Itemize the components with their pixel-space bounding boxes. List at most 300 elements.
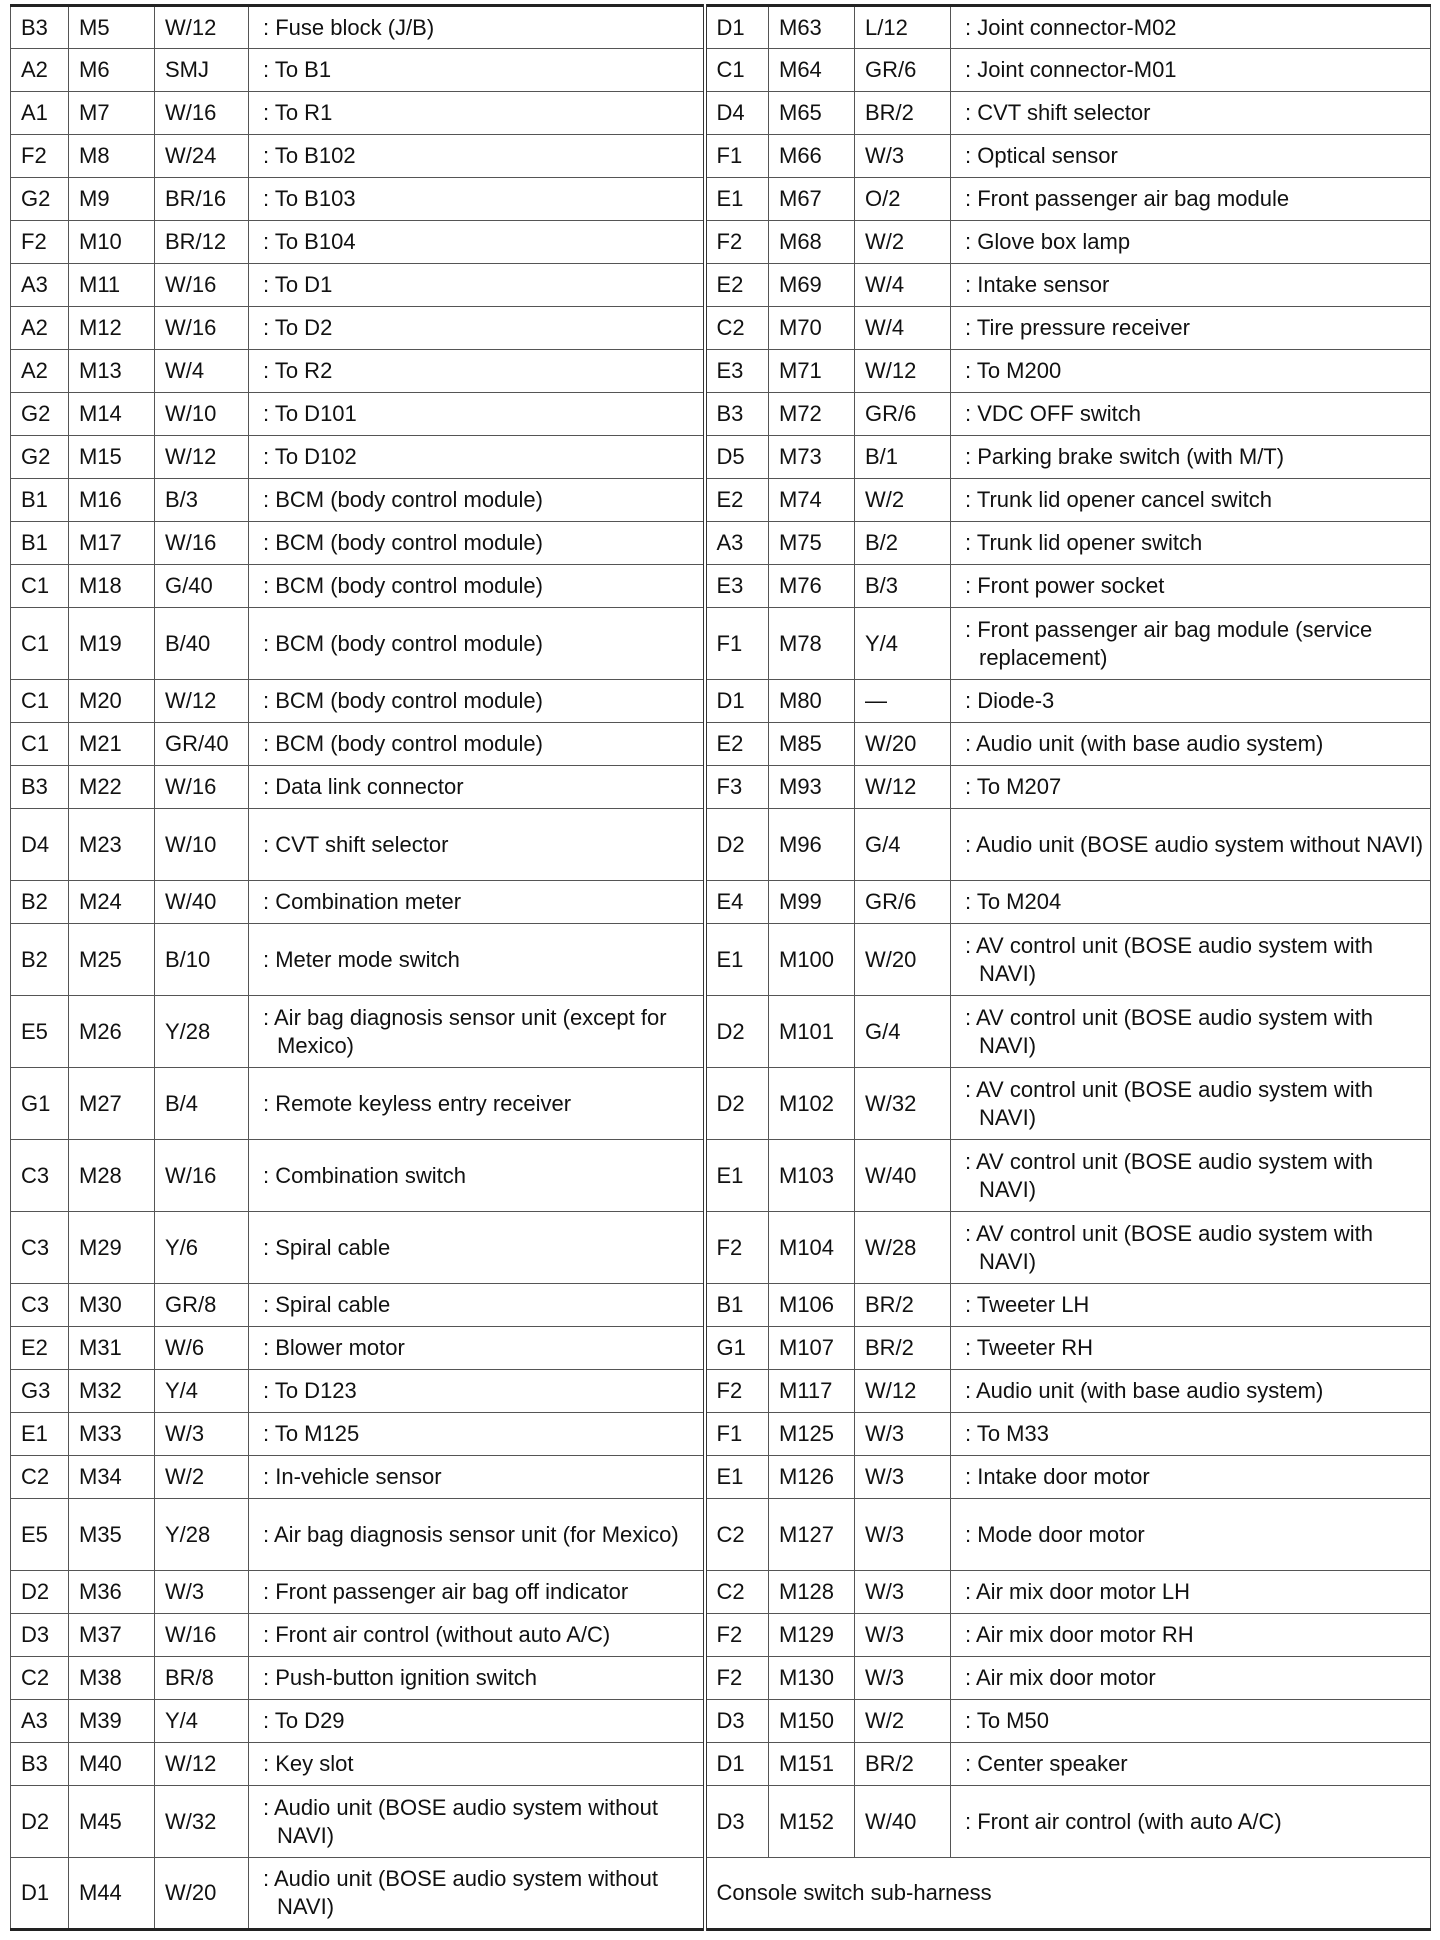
color-pins-cell: W/16 (155, 522, 249, 565)
description-cell (951, 723, 1431, 766)
connector-no-cell: M10 (69, 221, 155, 264)
color-pins-cell: W/10 (155, 809, 249, 881)
color-pins-cell: W/3 (855, 1413, 951, 1456)
connector-no-cell: M78 (769, 608, 855, 680)
grid-cell: E3 (705, 350, 769, 393)
color-pins-cell: W/12 (855, 1370, 951, 1413)
description-text: : Data link connector (263, 774, 464, 799)
connector-no-cell: M30 (69, 1284, 155, 1327)
color-pins-cell: Y/4 (855, 608, 951, 680)
grid-cell: D2 (11, 1786, 69, 1858)
description-cell (249, 1499, 705, 1571)
connector-no-cell: M73 (769, 436, 855, 479)
grid-cell: E5 (11, 996, 69, 1068)
description-text: : Front power socket (965, 573, 1165, 598)
connector-no-cell: M102 (769, 1068, 855, 1140)
connector-no-cell: M40 (69, 1743, 155, 1786)
description-text: : Front passenger air bag off indicator (263, 1579, 629, 1604)
color-pins-cell: B/4 (155, 1068, 249, 1140)
description-cell (951, 393, 1431, 436)
description-cell (249, 264, 705, 307)
description-text: : To M200 (965, 358, 1062, 383)
color-pins-cell: W/2 (855, 479, 951, 522)
description-text: : To M204 (965, 889, 1062, 914)
color-pins-cell: BR/12 (155, 221, 249, 264)
color-pins-cell: W/16 (155, 766, 249, 809)
color-pins-cell: W/24 (155, 135, 249, 178)
grid-cell: A3 (11, 264, 69, 307)
description-text: : Audio unit (BOSE audio system without NAVI) (263, 1794, 658, 1848)
connector-no-cell: M9 (69, 178, 155, 221)
color-pins-cell: BR/2 (855, 1743, 951, 1786)
color-pins-cell: W/4 (155, 350, 249, 393)
description-cell (951, 1700, 1431, 1743)
color-pins-cell: W/12 (155, 436, 249, 479)
grid-cell: C2 (705, 1499, 769, 1571)
table-row (11, 924, 1431, 996)
color-pins-cell: W/16 (155, 1140, 249, 1212)
connector-no-cell: M76 (769, 565, 855, 608)
grid-cell: F1 (705, 608, 769, 680)
grid-cell: B2 (11, 924, 69, 996)
description-cell (249, 680, 705, 723)
color-pins-cell: W/32 (155, 1786, 249, 1858)
description-cell (249, 1700, 705, 1743)
description-text: : To D102 (263, 444, 357, 469)
grid-cell: B3 (11, 6, 69, 49)
description-text: : To D1 (263, 272, 333, 297)
grid-cell: C2 (11, 1456, 69, 1499)
description-cell (249, 6, 705, 49)
table-row (11, 6, 1431, 49)
description-text: : Spiral cable (263, 1234, 391, 1260)
description-text: : Fuse block (J/B) (263, 14, 435, 40)
color-pins-cell: W/40 (855, 1140, 951, 1212)
grid-cell: F2 (705, 1212, 769, 1284)
grid-cell: B1 (705, 1284, 769, 1327)
color-pins-cell: BR/8 (155, 1657, 249, 1700)
description-text: : Combination switch (263, 1162, 466, 1188)
description-cell (951, 608, 1431, 680)
grid-cell: F1 (705, 135, 769, 178)
grid-cell: C1 (11, 680, 69, 723)
connector-no-cell: M101 (769, 996, 855, 1068)
connector-no-cell: M72 (769, 393, 855, 436)
grid-cell: C1 (11, 723, 69, 766)
description-cell (249, 92, 705, 135)
grid-cell: A2 (11, 350, 69, 393)
connector-no-cell: M129 (769, 1614, 855, 1657)
connector-no-cell: M20 (69, 680, 155, 723)
table-row (11, 1657, 1431, 1700)
description-text: : BCM (body control module) (263, 688, 543, 713)
connector-no-cell: M74 (769, 479, 855, 522)
color-pins-cell: BR/2 (855, 1284, 951, 1327)
description-text: : Parking brake switch (with M/T) (965, 444, 1285, 469)
grid-cell: C2 (705, 307, 769, 350)
color-pins-cell: W/16 (155, 92, 249, 135)
grid-cell: E1 (11, 1413, 69, 1456)
connector-no-cell: M85 (769, 723, 855, 766)
grid-cell: F2 (705, 221, 769, 264)
grid-cell: E1 (705, 1140, 769, 1212)
color-pins-cell: O/2 (855, 178, 951, 221)
grid-cell: C3 (11, 1140, 69, 1212)
connector-no-cell: M26 (69, 996, 155, 1068)
grid-cell: D2 (705, 809, 769, 881)
color-pins-cell: W/3 (855, 1657, 951, 1700)
grid-cell: B2 (11, 881, 69, 924)
grid-cell: D4 (705, 92, 769, 135)
connector-no-cell: M44 (69, 1858, 155, 1930)
color-pins-cell: BR/2 (855, 92, 951, 135)
description-text: : Air bag diagnosis sensor unit (except for Mexico) (263, 1004, 667, 1058)
description-cell (249, 1657, 705, 1700)
connector-no-cell: M96 (769, 809, 855, 881)
color-pins-cell: W/12 (855, 350, 951, 393)
connector-no-cell: M32 (69, 1370, 155, 1413)
color-pins-cell: — (855, 680, 951, 723)
connector-no-cell: M75 (769, 522, 855, 565)
color-pins-cell: W/2 (855, 1700, 951, 1743)
table-row (11, 680, 1431, 723)
grid-cell: G1 (705, 1327, 769, 1370)
table-row (11, 1571, 1431, 1614)
connector-no-cell: M45 (69, 1786, 155, 1858)
grid-cell: B1 (11, 522, 69, 565)
description-cell (951, 1786, 1431, 1858)
description-text: : To B104 (263, 229, 356, 254)
description-text: : Air bag diagnosis sensor unit (for Mexico) (263, 1521, 679, 1547)
table-row (11, 1370, 1431, 1413)
description-cell (951, 881, 1431, 924)
description-text: : AV control unit (BOSE audio system with NAVI) (965, 1148, 1373, 1202)
grid-cell: F3 (705, 766, 769, 809)
description-text: : AV control unit (BOSE audio system with NAVI) (965, 1076, 1373, 1130)
description-cell (249, 1456, 705, 1499)
description-cell (951, 766, 1431, 809)
table-row (11, 479, 1431, 522)
connector-no-cell: M100 (769, 924, 855, 996)
grid-cell: E2 (705, 723, 769, 766)
description-cell (249, 1140, 705, 1212)
description-cell (249, 809, 705, 881)
description-cell (249, 522, 705, 565)
description-text: : To D123 (263, 1378, 357, 1403)
description-text: : To D2 (263, 315, 333, 340)
connector-no-cell: M68 (769, 221, 855, 264)
table-row (11, 1140, 1431, 1212)
color-pins-cell: W/40 (155, 881, 249, 924)
color-pins-cell: G/4 (855, 996, 951, 1068)
grid-cell: D3 (11, 1614, 69, 1657)
grid-cell: B3 (11, 766, 69, 809)
grid-cell: C1 (705, 49, 769, 92)
connector-rows (11, 6, 1431, 1930)
grid-cell: G2 (11, 393, 69, 436)
grid-cell: F2 (705, 1657, 769, 1700)
connector-no-cell: M29 (69, 1212, 155, 1284)
connector-no-cell: M23 (69, 809, 155, 881)
connector-no-cell: M18 (69, 565, 155, 608)
description-cell (249, 1212, 705, 1284)
description-cell (951, 1370, 1431, 1413)
description-text: : Joint connector-M01 (965, 57, 1177, 82)
connector-no-cell: M64 (769, 49, 855, 92)
grid-cell: B3 (705, 393, 769, 436)
table-row (11, 1327, 1431, 1370)
grid-cell: D2 (11, 1571, 69, 1614)
description-cell (951, 1327, 1431, 1370)
description-text: : BCM (body control module) (263, 731, 543, 756)
connector-no-cell: M14 (69, 393, 155, 436)
table-row (11, 350, 1431, 393)
table-row (11, 178, 1431, 221)
grid-cell: E1 (705, 1456, 769, 1499)
description-text: : To R2 (263, 358, 333, 383)
color-pins-cell: B/2 (855, 522, 951, 565)
connector-no-cell: M63 (769, 6, 855, 49)
description-text: : Joint connector-M02 (965, 14, 1177, 40)
description-cell (249, 135, 705, 178)
grid-cell: E2 (705, 479, 769, 522)
color-pins-cell: GR/6 (855, 881, 951, 924)
connector-no-cell: M15 (69, 436, 155, 479)
color-pins-cell: W/3 (855, 1456, 951, 1499)
color-pins-cell: W/3 (855, 135, 951, 178)
connector-no-cell: M37 (69, 1614, 155, 1657)
table-row (11, 1700, 1431, 1743)
table-row (11, 1614, 1431, 1657)
table-row (11, 608, 1431, 680)
color-pins-cell: W/4 (855, 307, 951, 350)
grid-cell: E2 (705, 264, 769, 307)
table-row (11, 881, 1431, 924)
description-cell (249, 436, 705, 479)
color-pins-cell: W/12 (155, 6, 249, 49)
table-row (11, 522, 1431, 565)
grid-cell: D1 (11, 1858, 69, 1930)
connector-no-cell: M103 (769, 1140, 855, 1212)
grid-cell: C2 (705, 1571, 769, 1614)
description-cell (951, 178, 1431, 221)
connector-no-cell: M8 (69, 135, 155, 178)
connector-no-cell: M128 (769, 1571, 855, 1614)
color-pins-cell: SMJ (155, 49, 249, 92)
table-row (11, 809, 1431, 881)
grid-cell: E4 (705, 881, 769, 924)
color-pins-cell: B/1 (855, 436, 951, 479)
description-text: : Mode door motor (965, 1521, 1145, 1547)
description-cell (951, 1413, 1431, 1456)
description-text: : VDC OFF switch (965, 401, 1142, 426)
grid-cell: F1 (705, 1413, 769, 1456)
description-text: : AV control unit (BOSE audio system with NAVI) (965, 932, 1373, 986)
description-cell (951, 1571, 1431, 1614)
description-text: : AV control unit (BOSE audio system with NAVI) (965, 1004, 1373, 1058)
color-pins-cell: B/10 (155, 924, 249, 996)
description-text: : Audio unit (with base audio system) (965, 731, 1324, 756)
grid-cell: E1 (705, 178, 769, 221)
color-pins-cell: B/3 (155, 479, 249, 522)
description-cell (249, 479, 705, 522)
table-row (11, 1499, 1431, 1571)
description-text: : Front air control (with auto A/C) (965, 1808, 1282, 1834)
description-cell (951, 1068, 1431, 1140)
description-cell (249, 565, 705, 608)
connector-no-cell: M35 (69, 1499, 155, 1571)
description-text: : In-vehicle sensor (263, 1464, 442, 1489)
color-pins-cell: B/3 (855, 565, 951, 608)
description-text: : To M50 (965, 1708, 1049, 1733)
connector-list-table (10, 4, 1431, 1931)
grid-cell: A2 (11, 49, 69, 92)
connector-no-cell: M6 (69, 49, 155, 92)
connector-no-cell: M71 (769, 350, 855, 393)
description-text: : To M125 (263, 1421, 360, 1446)
description-text: : Diode-3 (965, 688, 1055, 713)
description-cell (249, 1413, 705, 1456)
description-cell (951, 565, 1431, 608)
color-pins-cell: Y/6 (155, 1212, 249, 1284)
description-cell (951, 680, 1431, 723)
connector-no-cell: M117 (769, 1370, 855, 1413)
grid-cell: G2 (11, 178, 69, 221)
connector-no-cell: M65 (769, 92, 855, 135)
color-pins-cell: L/12 (855, 6, 951, 49)
grid-cell: D2 (705, 1068, 769, 1140)
description-text: : Air mix door motor LH (965, 1579, 1190, 1604)
grid-cell: B3 (11, 1743, 69, 1786)
grid-cell: G2 (11, 436, 69, 479)
description-cell (249, 1743, 705, 1786)
color-pins-cell: GR/6 (855, 49, 951, 92)
description-cell (951, 1212, 1431, 1284)
description-cell (249, 1327, 705, 1370)
description-cell (951, 522, 1431, 565)
color-pins-cell: BR/2 (855, 1327, 951, 1370)
table-row (11, 307, 1431, 350)
connector-no-cell: M67 (769, 178, 855, 221)
connector-no-cell: M5 (69, 6, 155, 49)
description-text: : To D101 (263, 401, 357, 426)
description-cell (951, 1657, 1431, 1700)
description-text: : To B1 (263, 57, 332, 82)
description-text: : Push-button ignition switch (263, 1665, 537, 1690)
description-cell (951, 996, 1431, 1068)
connector-no-cell: M126 (769, 1456, 855, 1499)
color-pins-cell: W/28 (855, 1212, 951, 1284)
color-pins-cell: W/3 (855, 1571, 951, 1614)
connector-no-cell: M27 (69, 1068, 155, 1140)
section-label-cell: Console switch sub-harness (705, 1858, 1431, 1930)
description-cell (249, 350, 705, 393)
description-cell (951, 6, 1431, 49)
table-row (11, 49, 1431, 92)
connector-no-cell: M17 (69, 522, 155, 565)
connector-no-cell: M93 (769, 766, 855, 809)
color-pins-cell: G/4 (855, 809, 951, 881)
color-pins-cell: W/20 (155, 1858, 249, 1930)
description-text: : To M33 (965, 1421, 1049, 1446)
description-cell (951, 1614, 1431, 1657)
description-text: : Meter mode switch (263, 946, 460, 972)
color-pins-cell: W/3 (155, 1413, 249, 1456)
description-cell (249, 49, 705, 92)
table-row (11, 723, 1431, 766)
color-pins-cell: Y/28 (155, 996, 249, 1068)
description-text: : Blower motor (263, 1335, 405, 1360)
grid-cell: C1 (11, 608, 69, 680)
color-pins-cell: W/20 (855, 723, 951, 766)
description-cell (249, 1858, 705, 1930)
grid-cell: A2 (11, 307, 69, 350)
description-text: : Tweeter RH (965, 1335, 1093, 1360)
description-text: : BCM (body control module) (263, 573, 543, 598)
grid-cell: D4 (11, 809, 69, 881)
description-cell (951, 1456, 1431, 1499)
table-row (11, 1743, 1431, 1786)
grid-cell: F2 (705, 1370, 769, 1413)
description-cell (249, 1614, 705, 1657)
description-cell (951, 264, 1431, 307)
grid-cell: D1 (705, 6, 769, 49)
grid-cell: E3 (705, 565, 769, 608)
color-pins-cell: W/12 (155, 1743, 249, 1786)
connector-no-cell: M31 (69, 1327, 155, 1370)
description-text: : CVT shift selector (263, 831, 449, 857)
connector-no-cell: M70 (769, 307, 855, 350)
description-text: : To M207 (965, 774, 1062, 799)
connector-no-cell: M152 (769, 1786, 855, 1858)
description-cell (951, 1284, 1431, 1327)
table-row (11, 393, 1431, 436)
description-text: : Tire pressure receiver (965, 315, 1190, 340)
grid-cell: A1 (11, 92, 69, 135)
color-pins-cell: G/40 (155, 565, 249, 608)
table-row (11, 1456, 1431, 1499)
description-cell (951, 350, 1431, 393)
description-text: : Combination meter (263, 889, 462, 914)
color-pins-cell: W/12 (855, 766, 951, 809)
description-cell (249, 1370, 705, 1413)
description-cell (249, 881, 705, 924)
description-text: : Optical sensor (965, 143, 1118, 168)
table-row (11, 1068, 1431, 1140)
grid-cell: C2 (11, 1657, 69, 1700)
color-pins-cell: W/3 (855, 1614, 951, 1657)
description-cell (249, 1068, 705, 1140)
connector-no-cell: M12 (69, 307, 155, 350)
description-text: : Trunk lid opener switch (965, 530, 1203, 555)
color-pins-cell: W/12 (155, 680, 249, 723)
description-text: : BCM (body control module) (263, 630, 543, 656)
description-cell (249, 178, 705, 221)
color-pins-cell: GR/8 (155, 1284, 249, 1327)
description-text: : AV control unit (BOSE audio system with NAVI) (965, 1220, 1373, 1274)
connector-no-cell: M25 (69, 924, 155, 996)
connector-no-cell: M130 (769, 1657, 855, 1700)
description-text: : Air mix door motor RH (965, 1622, 1194, 1647)
color-pins-cell: W/10 (155, 393, 249, 436)
color-pins-cell: W/40 (855, 1786, 951, 1858)
table-row (11, 221, 1431, 264)
description-cell (951, 924, 1431, 996)
grid-cell: F2 (705, 1614, 769, 1657)
table-row (11, 766, 1431, 809)
connector-no-cell: M99 (769, 881, 855, 924)
grid-cell: A3 (11, 1700, 69, 1743)
